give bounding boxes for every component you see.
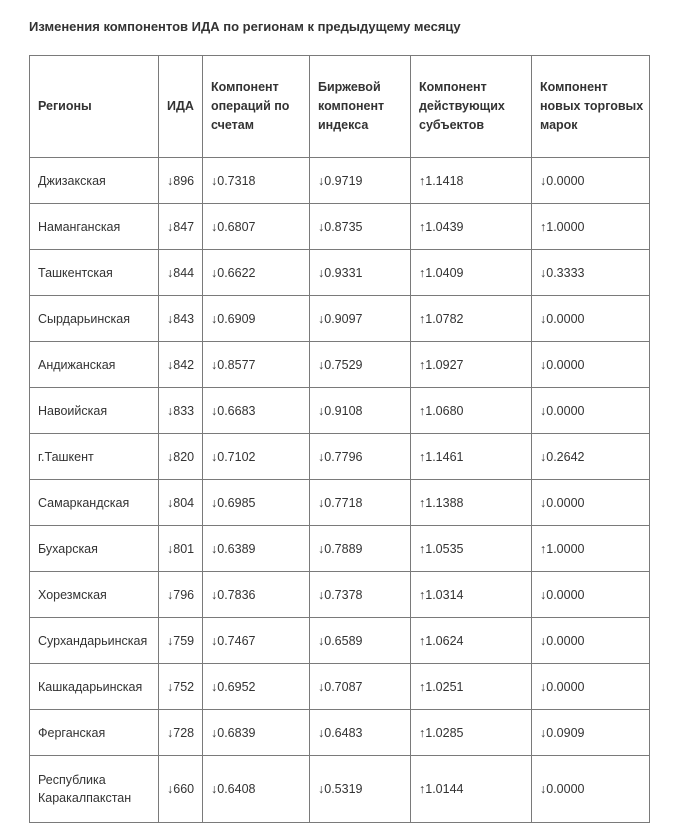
cell-operations: ↓0.6909 (203, 296, 310, 342)
cell-subjects: ↑1.0782 (411, 296, 532, 342)
cell-region: г.Ташкент (30, 434, 159, 480)
cell-operations: ↓0.7467 (203, 618, 310, 664)
cell-ida: ↓801 (159, 526, 203, 572)
cell-brands: ↓0.3333 (532, 250, 650, 296)
page-title: Изменения компонентов ИДА по регионам к предыдущему месяцу (29, 19, 461, 34)
cell-region: Самаркандская (30, 480, 159, 526)
cell-subjects: ↑1.0439 (411, 204, 532, 250)
cell-exchange: ↓0.7378 (310, 572, 411, 618)
cell-exchange: ↓0.9097 (310, 296, 411, 342)
table-row (30, 250, 650, 296)
cell-operations: ↓0.6985 (203, 480, 310, 526)
cell-ida: ↓804 (159, 480, 203, 526)
cell-subjects: ↑1.0927 (411, 342, 532, 388)
cell-region: Кашкадарьинская (30, 664, 159, 710)
cell-ida: ↓896 (159, 158, 203, 204)
cell-brands: ↓0.0000 (532, 618, 650, 664)
table-body (30, 158, 650, 823)
table-row (30, 480, 650, 526)
cell-exchange: ↓0.7889 (310, 526, 411, 572)
cell-region: Андижанская (30, 342, 159, 388)
column-header-operations: Компонент операций по счетам (203, 56, 310, 158)
cell-exchange: ↓0.8735 (310, 204, 411, 250)
table-row (30, 296, 650, 342)
column-header-ida: ИДА (159, 56, 203, 158)
cell-brands: ↓0.0000 (532, 480, 650, 526)
cell-operations: ↓0.6622 (203, 250, 310, 296)
table-row (30, 434, 650, 480)
cell-exchange: ↓0.6483 (310, 710, 411, 756)
cell-operations: ↓0.7318 (203, 158, 310, 204)
table-header (30, 56, 650, 158)
cell-subjects: ↑1.1418 (411, 158, 532, 204)
cell-region: Сурхандарьинская (30, 618, 159, 664)
cell-brands: ↓0.0000 (532, 158, 650, 204)
table-row (30, 526, 650, 572)
cell-region: Джизакская (30, 158, 159, 204)
table-row (30, 756, 650, 823)
cell-operations: ↓0.6408 (203, 756, 310, 823)
cell-ida: ↓752 (159, 664, 203, 710)
cell-ida: ↓728 (159, 710, 203, 756)
cell-subjects: ↑1.0314 (411, 572, 532, 618)
table-row (30, 342, 650, 388)
cell-brands: ↓0.0000 (532, 572, 650, 618)
cell-region: Бухарская (30, 526, 159, 572)
cell-brands: ↓0.0000 (532, 342, 650, 388)
cell-subjects: ↑1.0285 (411, 710, 532, 756)
cell-brands: ↓0.2642 (532, 434, 650, 480)
table-row (30, 664, 650, 710)
cell-ida: ↓847 (159, 204, 203, 250)
cell-ida: ↓759 (159, 618, 203, 664)
cell-ida: ↓842 (159, 342, 203, 388)
cell-operations: ↓0.6389 (203, 526, 310, 572)
cell-region: Республика Каракалпакстан (30, 756, 159, 823)
cell-exchange: ↓0.7087 (310, 664, 411, 710)
cell-operations: ↓0.6807 (203, 204, 310, 250)
cell-operations: ↓0.6952 (203, 664, 310, 710)
cell-subjects: ↑1.0251 (411, 664, 532, 710)
cell-subjects: ↑1.0624 (411, 618, 532, 664)
cell-exchange: ↓0.5319 (310, 756, 411, 823)
cell-ida: ↓660 (159, 756, 203, 823)
cell-exchange: ↓0.7718 (310, 480, 411, 526)
cell-brands: ↑1.0000 (532, 204, 650, 250)
cell-exchange: ↓0.9331 (310, 250, 411, 296)
cell-brands: ↓0.0909 (532, 710, 650, 756)
cell-subjects: ↑1.0535 (411, 526, 532, 572)
cell-operations: ↓0.7836 (203, 572, 310, 618)
table-row (30, 388, 650, 434)
column-header-region: Регионы (30, 56, 159, 158)
cell-subjects: ↑1.0409 (411, 250, 532, 296)
cell-ida: ↓843 (159, 296, 203, 342)
cell-brands: ↓0.0000 (532, 756, 650, 823)
cell-exchange: ↓0.7796 (310, 434, 411, 480)
cell-region: Навоийская (30, 388, 159, 434)
cell-region: Сырдарьинская (30, 296, 159, 342)
cell-subjects: ↑1.0144 (411, 756, 532, 823)
table-row (30, 204, 650, 250)
column-header-brands: Компонент новых торговых марок (532, 56, 650, 158)
cell-subjects: ↑1.1461 (411, 434, 532, 480)
cell-exchange: ↓0.9719 (310, 158, 411, 204)
cell-exchange: ↓0.7529 (310, 342, 411, 388)
cell-exchange: ↓0.9108 (310, 388, 411, 434)
column-header-subjects: Компонент действующих субъектов (411, 56, 532, 158)
cell-operations: ↓0.6683 (203, 388, 310, 434)
table-row (30, 158, 650, 204)
cell-region: Наманганская (30, 204, 159, 250)
cell-operations: ↓0.7102 (203, 434, 310, 480)
cell-subjects: ↑1.1388 (411, 480, 532, 526)
cell-ida: ↓820 (159, 434, 203, 480)
cell-region: Хорезмская (30, 572, 159, 618)
cell-operations: ↓0.8577 (203, 342, 310, 388)
cell-brands: ↓0.0000 (532, 664, 650, 710)
table-row (30, 618, 650, 664)
cell-operations: ↓0.6839 (203, 710, 310, 756)
cell-ida: ↓833 (159, 388, 203, 434)
cell-brands: ↑1.0000 (532, 526, 650, 572)
cell-region: Ташкентская (30, 250, 159, 296)
cell-exchange: ↓0.6589 (310, 618, 411, 664)
table-row (30, 572, 650, 618)
column-header-exchange: Биржевой компонент индекса (310, 56, 411, 158)
cell-region: Ферганская (30, 710, 159, 756)
cell-brands: ↓0.0000 (532, 296, 650, 342)
cell-brands: ↓0.0000 (532, 388, 650, 434)
header-row (30, 56, 650, 158)
cell-ida: ↓796 (159, 572, 203, 618)
cell-ida: ↓844 (159, 250, 203, 296)
table-row (30, 710, 650, 756)
regions-table (29, 55, 650, 823)
cell-subjects: ↑1.0680 (411, 388, 532, 434)
